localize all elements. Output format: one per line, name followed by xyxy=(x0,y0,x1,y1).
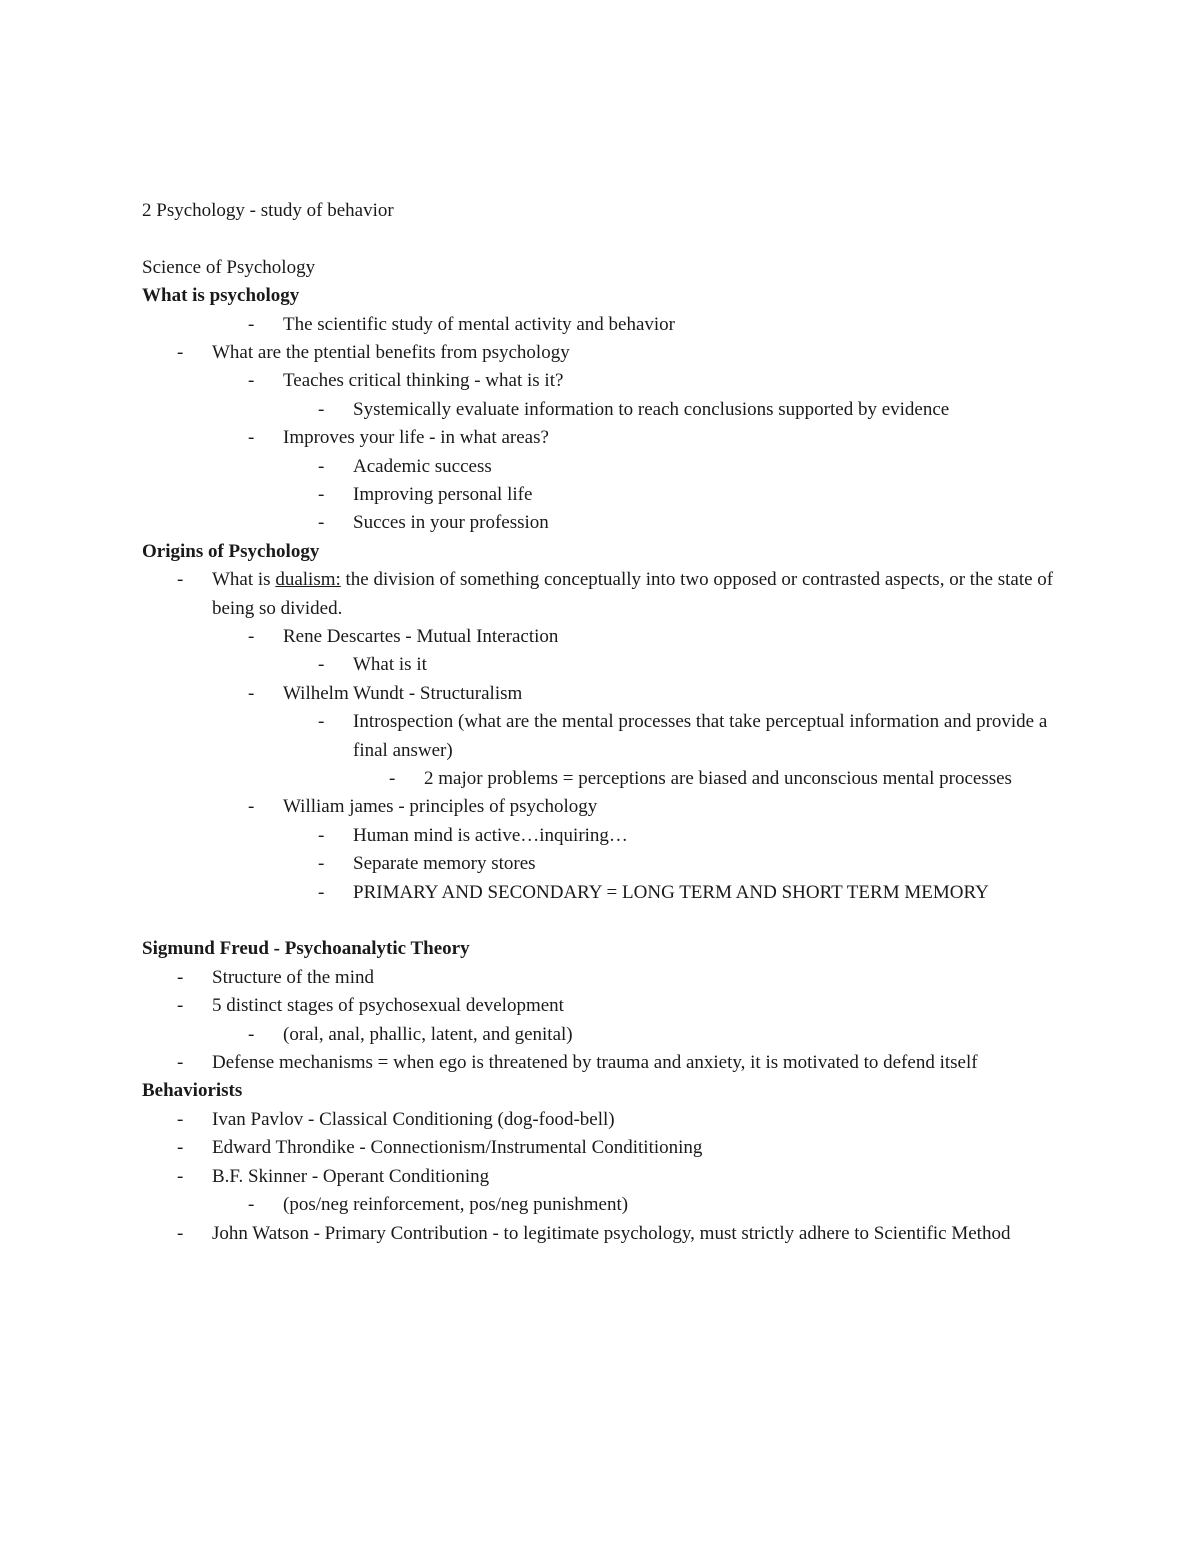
list-item-text: Succes in your profession xyxy=(353,512,549,534)
document-title: 2 Psychology - study of behavior xyxy=(142,200,394,221)
dualism-term: dualism: xyxy=(275,569,341,591)
bullet-dash: - xyxy=(177,1222,184,1244)
document-page xyxy=(142,197,1062,1248)
list-item xyxy=(142,793,1062,821)
list-item-text: Structure of the mind xyxy=(212,966,374,988)
bullet-dash: - xyxy=(248,427,255,449)
list-item xyxy=(142,822,1062,850)
list-item xyxy=(142,708,1062,765)
list-item-text: Improving personal life xyxy=(353,484,533,505)
list-item-text: Improves your life - in what areas? xyxy=(283,427,549,449)
bullet-dash: - xyxy=(177,995,184,1017)
heading-origins: Origins of Psychology xyxy=(142,540,320,562)
spacer xyxy=(142,225,1062,253)
list-item-text: Introspection (what are the mental processes that take perceptual information and provide a final answer) xyxy=(353,711,1048,761)
bullet-dash: - xyxy=(318,881,325,903)
list-item xyxy=(142,396,1062,424)
list-item-text: What is xyxy=(212,569,276,591)
list-item-text: Teaches critical thinking - what is it? xyxy=(283,370,564,392)
list-item xyxy=(142,623,1062,651)
list-item-text: Defense mechanisms = when ego is threatened by trauma and anxiety, it is motivated to defend itself xyxy=(212,1052,978,1074)
list-item xyxy=(142,964,1062,992)
bullet-dash: - xyxy=(248,1194,255,1216)
bullet-dash: - xyxy=(248,682,255,704)
list-item xyxy=(142,1134,1062,1162)
list-item-text: 5 distinct stages of psychosexual development xyxy=(212,995,564,1017)
list-item-text: Academic success xyxy=(353,455,492,477)
section-intro: Science of Psychology xyxy=(142,256,316,278)
bullet-dash: - xyxy=(248,313,255,335)
list-item xyxy=(142,1191,1062,1219)
heading-behaviorists: Behaviorists xyxy=(142,1080,243,1102)
list-item xyxy=(142,651,1062,679)
list-item-text: PRIMARY AND SECONDARY = LONG TERM AND SHORT TERM MEMORY xyxy=(353,881,989,903)
bullet-dash: - xyxy=(177,569,184,591)
bullet-dash: - xyxy=(177,966,184,988)
list-item-text: (oral, anal, phallic, latent, and genital) xyxy=(283,1023,573,1045)
list-item-text: John Watson - Primary Contribution - to legitimate psychology, must strictly adhere to Scientific Method xyxy=(212,1222,1011,1244)
bullet-dash: - xyxy=(248,370,255,392)
bullet-dash: - xyxy=(318,853,325,875)
heading-freud: Sigmund Freud - Psychoanalytic Theory xyxy=(142,938,470,960)
list-item xyxy=(142,311,1062,339)
bullet-dash: - xyxy=(389,768,396,790)
bullet-dash: - xyxy=(248,626,255,648)
list-item-text: Rene Descartes - Mutual Interaction xyxy=(283,626,559,648)
list-item xyxy=(142,1049,1062,1077)
list-item xyxy=(142,1163,1062,1191)
list-item xyxy=(142,680,1062,708)
list-item xyxy=(142,566,1062,623)
bullet-dash: - xyxy=(248,796,255,818)
bullet-dash: - xyxy=(177,341,184,363)
list-item-text: Edward Throndike - Connectionism/Instrumental Condititioning xyxy=(212,1137,703,1159)
list-item xyxy=(142,765,1062,793)
list-item-text: Separate memory stores xyxy=(353,853,536,875)
bullet-dash: - xyxy=(318,484,325,505)
list-item-text: Human mind is active…inquiring… xyxy=(353,824,628,846)
list-item-text: William james - principles of psychology xyxy=(283,796,598,818)
list-item-text: What is it xyxy=(353,654,427,676)
list-item xyxy=(142,339,1062,367)
list-item xyxy=(142,481,1062,509)
list-item-text: Systemically evaluate information to reach conclusions supported by evidence xyxy=(353,398,950,420)
list-item-text: The scientific study of mental activity and behavior xyxy=(283,313,676,335)
list-item xyxy=(142,1220,1062,1248)
list-item xyxy=(142,367,1062,395)
bullet-dash: - xyxy=(177,1165,184,1187)
bullet-dash: - xyxy=(248,1023,255,1045)
list-item-text: B.F. Skinner - Operant Conditioning xyxy=(212,1165,490,1187)
list-item-text: Wilhelm Wundt - Structuralism xyxy=(283,682,523,704)
list-item-text: What are the ptential benefits from psychology xyxy=(212,341,570,363)
list-item xyxy=(142,509,1062,537)
dualism-definition: the division of something conceptually into two opposed or contrasted aspects, or the state of being so divided. xyxy=(212,569,1054,619)
bullet-dash: - xyxy=(318,711,325,733)
bullet-dash: - xyxy=(318,824,325,846)
bullet-dash: - xyxy=(177,1052,184,1074)
list-item xyxy=(142,1021,1062,1049)
list-item xyxy=(142,453,1062,481)
bullet-dash: - xyxy=(318,654,325,676)
bullet-dash: - xyxy=(177,1108,184,1130)
heading-what-is-psychology: What is psychology xyxy=(142,285,300,307)
bullet-dash: - xyxy=(318,512,325,534)
bullet-dash: - xyxy=(177,1137,184,1159)
list-item xyxy=(142,1106,1062,1134)
list-item-text: 2 major problems = perceptions are biased and unconscious mental processes xyxy=(424,768,1012,790)
list-item xyxy=(142,850,1062,878)
list-item xyxy=(142,879,1062,907)
list-item-text: (pos/neg reinforcement, pos/neg punishment) xyxy=(283,1194,629,1216)
bullet-dash: - xyxy=(318,398,325,420)
list-item xyxy=(142,992,1062,1020)
spacer xyxy=(142,907,1062,935)
list-item xyxy=(142,424,1062,452)
list-item-text: Ivan Pavlov - Classical Conditioning (dog-food-bell) xyxy=(212,1108,615,1130)
bullet-dash: - xyxy=(318,455,325,477)
